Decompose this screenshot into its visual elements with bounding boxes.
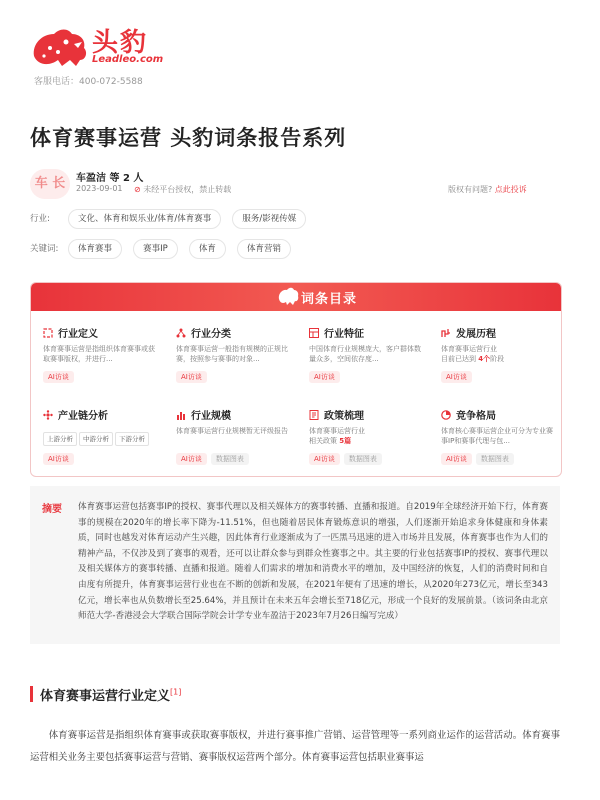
toc-panel — [30, 282, 562, 477]
data-chart-pill[interactable]: 数据图表 — [476, 453, 514, 465]
reference-marker[interactable]: [1] — [170, 687, 182, 697]
toc-item-title: 行业规模 — [191, 411, 231, 422]
data-chart-pill[interactable]: 数据图表 — [344, 453, 382, 465]
toc-item-desc: 体育核心赛事运营企业可分为专业赛事IP和赛事代理与包... — [441, 427, 553, 445]
keyword-tag[interactable]: 赛事IP — [133, 239, 178, 259]
ai-interview-pill[interactable]: AI访谈 — [43, 371, 74, 383]
data-chart-pill[interactable]: 数据图表 — [211, 453, 249, 465]
toc-header — [31, 283, 561, 311]
copyright-note — [448, 184, 527, 195]
chain-icon — [43, 410, 53, 420]
competition-icon — [441, 410, 451, 420]
author-avatar: 车 长 — [30, 169, 70, 199]
toc-item-chain[interactable] — [43, 407, 161, 465]
toc-item-title: 政策梳理 — [324, 411, 364, 422]
chain-tag[interactable]: 中游分析 — [79, 432, 113, 446]
page-title: 体育赛事运营 头豹词条报告系列 — [30, 126, 347, 150]
ai-interview-pill[interactable]: AI访谈 — [441, 371, 472, 383]
chain-tag[interactable]: 下游分析 — [115, 432, 149, 446]
keywords-label: 关键词: — [30, 244, 59, 254]
industry-tag[interactable]: 服务/影视传媒 — [232, 209, 306, 229]
toc-item-desc: 体育赛事运营行业 相关政策 5篇 — [309, 427, 365, 445]
keyword-tag[interactable]: 体育赛事 — [68, 239, 122, 259]
toc-item-desc: 中国体育行业规模庞大，客户群体数量众多，空间依存度... — [309, 345, 421, 363]
toc-item-title: 发展历程 — [456, 329, 496, 340]
prohibited-icon: ⊘ — [134, 185, 141, 194]
toc-item-scale[interactable] — [176, 407, 294, 465]
ai-interview-pill[interactable]: AI访谈 — [43, 453, 74, 465]
ai-interview-pill[interactable]: AI访谈 — [309, 453, 340, 465]
abstract-box — [30, 486, 560, 644]
industry-label: 行业: — [30, 214, 50, 224]
toc-item-title: 行业分类 — [191, 329, 231, 340]
reprint-notice — [134, 184, 231, 195]
service-phone: 客服电话：400-072-5588 — [34, 77, 143, 87]
toc-item-title: 行业特征 — [324, 329, 364, 340]
abstract-text: 体育赛事运营包括赛事IP的授权、赛事代理以及相关媒体方的赛事转播、直播和报道。自2019年全球经济开始下行，体育赛事的规模在2020年的增长率下降为-11.51%，但也随着居民体育锻炼意识的增强，人们逐渐开始追求身体健康和身体素质，同时也越发对体育运动产生兴趣，因此体育行业逐渐成为了一匹黑马迅速的进入市场并且发展，体育赛事也作为人们的精神产品，不仅涉及到了赛事的观看，还可以让群众参与到群众性赛事之中。其主要的行业包括赛事IP的授权、赛事代理以及相关媒体方的赛事转播、直播和报道。随着人们需求的增加和消费水平的增加，及中国经济的恢复，人们的消费时间和自由度有所提升，体育赛事运营行业也在不断的创新和发展，在2021年便有了迅速的增长，从2020年273亿元，增长至343亿元，增长率也从负数增长至25.64%，并且预计在未来五年会增长至718亿元，形成一个良好的发展前景。（该词条由北京师范大学-香港浸会大学联合国际学院会计学专业车盈洁于2023年7月26日编写完成） — [78, 502, 548, 622]
toc-item-classification[interactable] — [176, 325, 294, 383]
toc-item-desc: 体育赛事运营行业 目前已达到 4个阶段 — [441, 345, 505, 363]
brand-domain: Leadleo.com — [92, 54, 164, 65]
industry-tag[interactable]: 文化、体育和娱乐业/体育/体育赛事 — [68, 209, 221, 229]
toc-item-history[interactable] — [441, 325, 559, 383]
complaint-link[interactable]: 点此投诉 — [494, 185, 527, 194]
author-name[interactable]: 车盈洁 等 2 人 — [76, 173, 144, 184]
keyword-tags — [68, 236, 297, 259]
toc-item-title: 竞争格局 — [456, 411, 496, 422]
chain-tag[interactable]: 上游分析 — [43, 432, 77, 446]
leopard-logo-icon — [30, 26, 90, 74]
ai-interview-pill[interactable]: AI访谈 — [176, 371, 207, 383]
section-body: 体育赛事运营是指组织体育赛事或获取赛事版权，并进行赛事推广营销、运营管理等一系列商业运作的运营活动。体育赛事运营相关业务主要包括赛事运营与营销、赛事版权运营两个部分。体育赛事运营包括职业赛事运 — [30, 730, 560, 763]
publish-date: 2023-09-01 — [76, 184, 123, 193]
classification-icon — [176, 328, 186, 338]
brand-name: 头豹 — [92, 28, 149, 58]
chain-tags — [43, 426, 161, 446]
reprint-notice-text: 未经平台授权，禁止转载 — [143, 185, 232, 194]
toc-item-desc: 体育赛事运营一般指有规模的正规比赛，按照参与赛事的对象... — [176, 345, 288, 363]
keyword-tag[interactable]: 体育 — [189, 239, 226, 259]
section-title-text: 体育赛事运营行业定义 — [40, 689, 171, 704]
toc-item-desc: 体育赛事运营是指组织体育赛事或获取赛事版权，并进行... — [43, 345, 155, 363]
ai-interview-pill[interactable]: AI访谈 — [309, 371, 340, 383]
toc-title: 词条目录 — [301, 292, 358, 307]
toc-item-competition[interactable] — [441, 407, 559, 465]
industry-tags — [68, 206, 312, 229]
copyright-text: 版权有问题? — [448, 185, 495, 194]
ai-interview-pill[interactable]: AI访谈 — [441, 453, 472, 465]
toc-item-desc: 体育赛事运营行业规模暂无评级报告 — [176, 427, 288, 435]
abstract-label: 摘要 — [42, 504, 62, 515]
leopard-mini-icon — [277, 286, 299, 308]
toc-item-title: 产业链分析 — [58, 411, 108, 422]
section-accent-bar — [30, 686, 33, 702]
section-title — [40, 685, 181, 704]
ai-interview-pill[interactable]: AI访谈 — [176, 453, 207, 465]
policy-icon — [309, 410, 319, 420]
toc-item-feature[interactable] — [309, 325, 427, 383]
keyword-tag[interactable]: 体育营销 — [237, 239, 291, 259]
toc-item-title: 行业定义 — [58, 329, 98, 340]
history-icon — [441, 328, 451, 338]
toc-item-definition[interactable] — [43, 325, 161, 383]
scale-icon — [176, 410, 186, 420]
toc-item-policy[interactable] — [309, 407, 427, 465]
feature-icon — [309, 328, 319, 338]
definition-icon — [43, 328, 53, 338]
